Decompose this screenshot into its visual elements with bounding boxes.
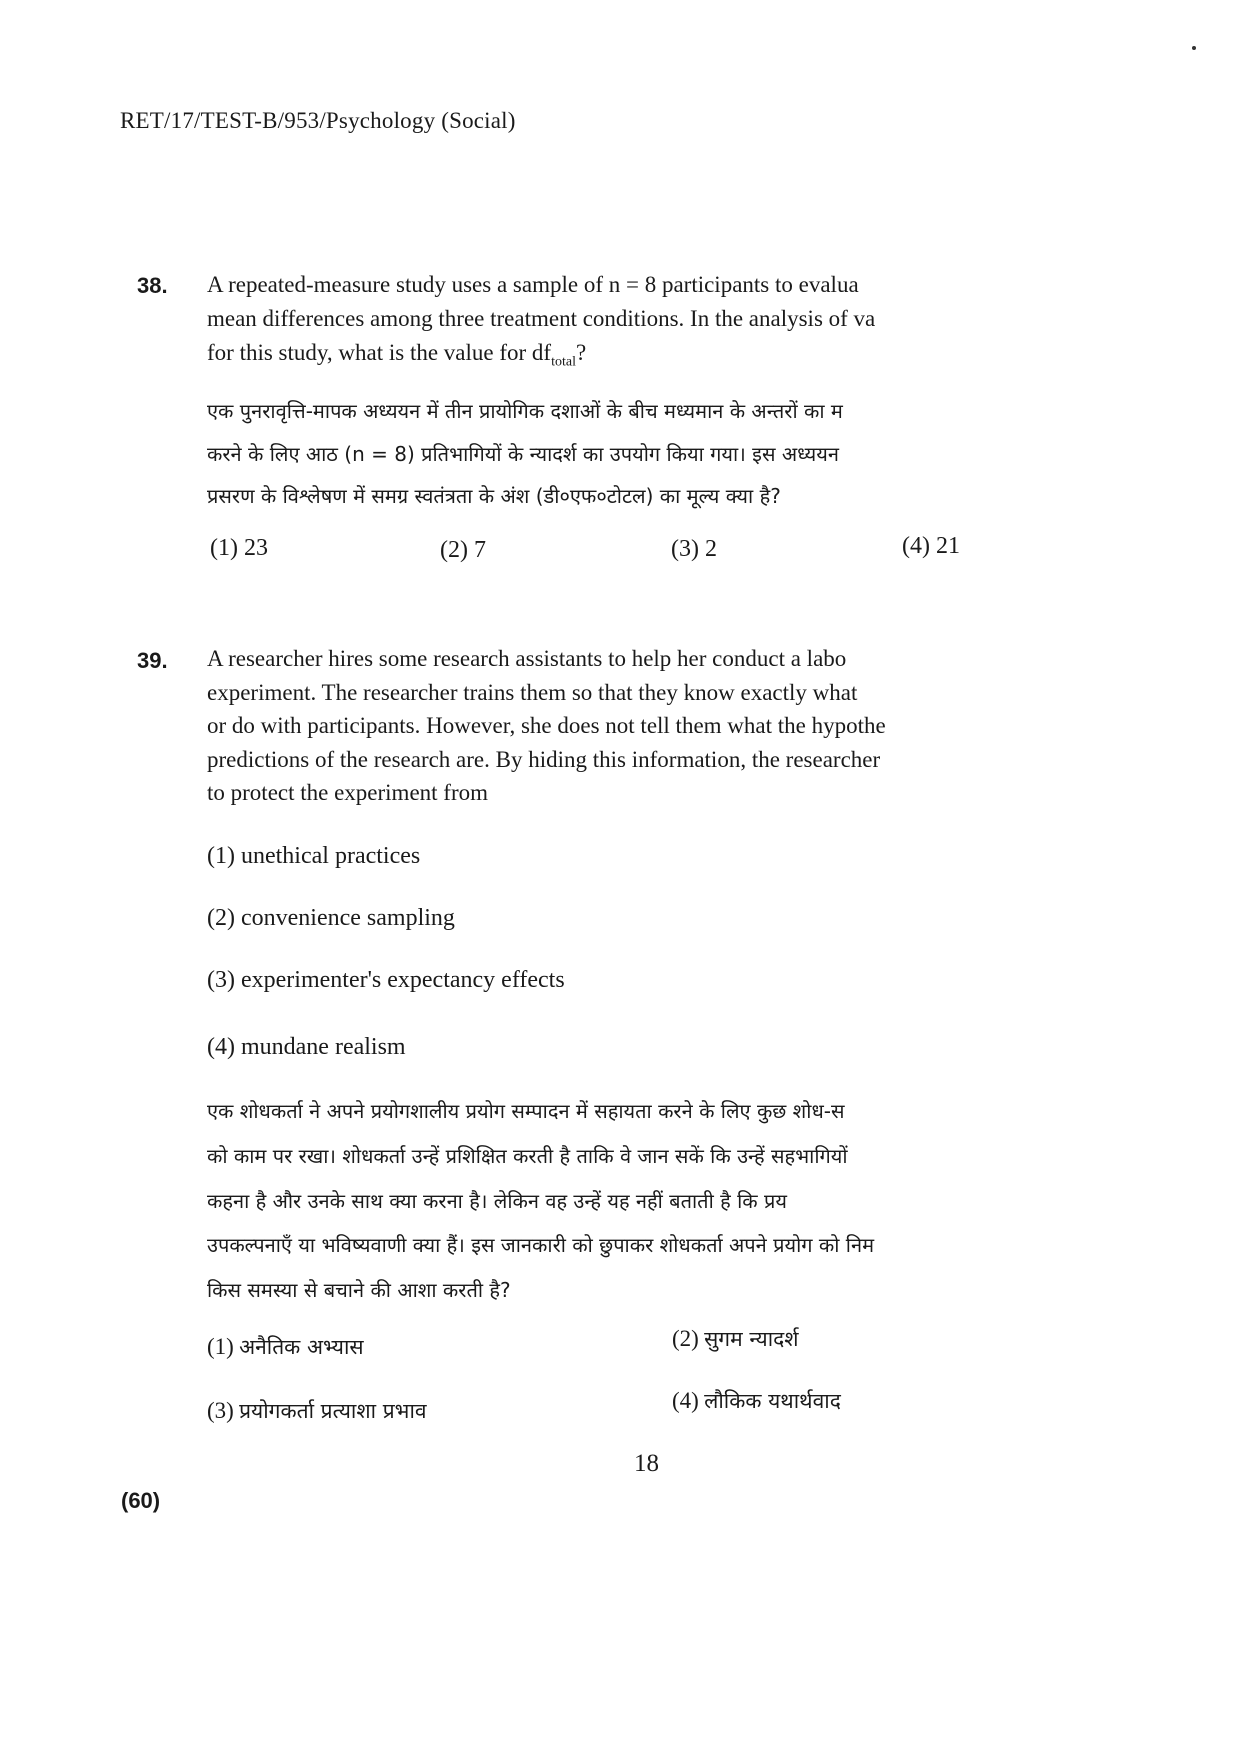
q39-hindi-option-1: (1) अनैतिक अभ्यास bbox=[207, 1334, 364, 1359]
q39-option-4: (4) mundane realism bbox=[207, 1034, 406, 1060]
q39-hindi-option-4: (4) लौकिक यथार्थवाद bbox=[672, 1388, 841, 1413]
q39-option-3: (3) experimenter's expectancy effects bbox=[207, 967, 565, 993]
q39-english-line-5: to protect the experiment from bbox=[207, 780, 489, 805]
q38-option-1: (1) 23 bbox=[210, 535, 268, 561]
q38-hindi-line-3: प्रसरण के विश्लेषण में समग्र स्वतंत्रता के अंश (डी०एफ०टोटल) का मूल्य क्या है? bbox=[207, 484, 781, 508]
q38-hindi-line-1: एक पुनरावृत्ति-मापक अध्ययन में तीन प्रायोगिक दशाओं के बीच मध्यमान के अन्तरों का म bbox=[207, 399, 843, 423]
q38-option-4: (4) 21 bbox=[902, 533, 960, 559]
q39-option-2: (2) convenience sampling bbox=[207, 905, 455, 931]
q38-hindi-line-2: करने के लिए आठ (n = 8) प्रतिभागियों के न्यादर्श का उपयोग किया गया। इस अध्ययन bbox=[207, 442, 839, 466]
q39-english-line-2: experiment. The researcher trains them so that they know exactly what bbox=[207, 680, 858, 705]
q39-hindi-line-5: किस समस्या से बचाने की आशा करती है? bbox=[207, 1278, 511, 1302]
q39-hindi-line-2: को काम पर रखा। शोधकर्ता उन्हें प्रशिक्षित करती है ताकि वे जान सकें कि उन्हें सहभागियों bbox=[207, 1144, 848, 1168]
page-number: 18 bbox=[634, 1450, 659, 1477]
q39-hindi-line-4: उपकल्पनाएँ या भविष्यवाणी क्या हैं। इस जानकारी को छुपाकर शोधकर्ता अपने प्रयोग को निम bbox=[207, 1233, 875, 1257]
q38-option-3: (3) 2 bbox=[671, 536, 717, 562]
q39-english-line-3: or do with participants. However, she does not tell them what the hypothe bbox=[207, 713, 886, 738]
q38-english-line-3: for this study, what is the value for $df_{total}$? bbox=[207, 340, 587, 370]
question-39-number: 39. bbox=[137, 648, 168, 673]
stray-dot bbox=[1192, 46, 1196, 50]
q39-hindi-option-2: (2) सुगम न्यादर्श bbox=[672, 1326, 799, 1351]
q38-english-line-2: mean differences among three treatment conditions. In the analysis of va bbox=[207, 306, 876, 331]
q39-option-1: (1) unethical practices bbox=[207, 843, 421, 869]
q39-english-line-4: predictions of the research are. By hiding this information, the researcher bbox=[207, 747, 881, 772]
question-38-number: 38. bbox=[137, 273, 168, 298]
booklet-code: (60) bbox=[121, 1488, 161, 1513]
q38-english-line-1: A repeated-measure study uses a sample of n = 8 participants to evalua bbox=[207, 272, 859, 297]
q39-hindi-line-1: एक शोधकर्ता ने अपने प्रयोगशालीय प्रयोग सम्पादन में सहायता करने के लिए कुछ शोध-स bbox=[207, 1099, 845, 1123]
q39-hindi-option-3: (3) प्रयोगकर्ता प्रत्याशा प्रभाव bbox=[207, 1398, 427, 1423]
q39-hindi-line-3: कहना है और उनके साथ क्या करना है। लेकिन वह उन्हें यह नहीं बताती है कि प्रय bbox=[207, 1189, 787, 1213]
q38-option-2: (2) 7 bbox=[440, 537, 486, 563]
page-header: RET/17/TEST-B/953/Psychology (Social) bbox=[120, 108, 516, 133]
q39-english-line-1: A researcher hires some research assistants to help her conduct a labo bbox=[207, 646, 847, 671]
